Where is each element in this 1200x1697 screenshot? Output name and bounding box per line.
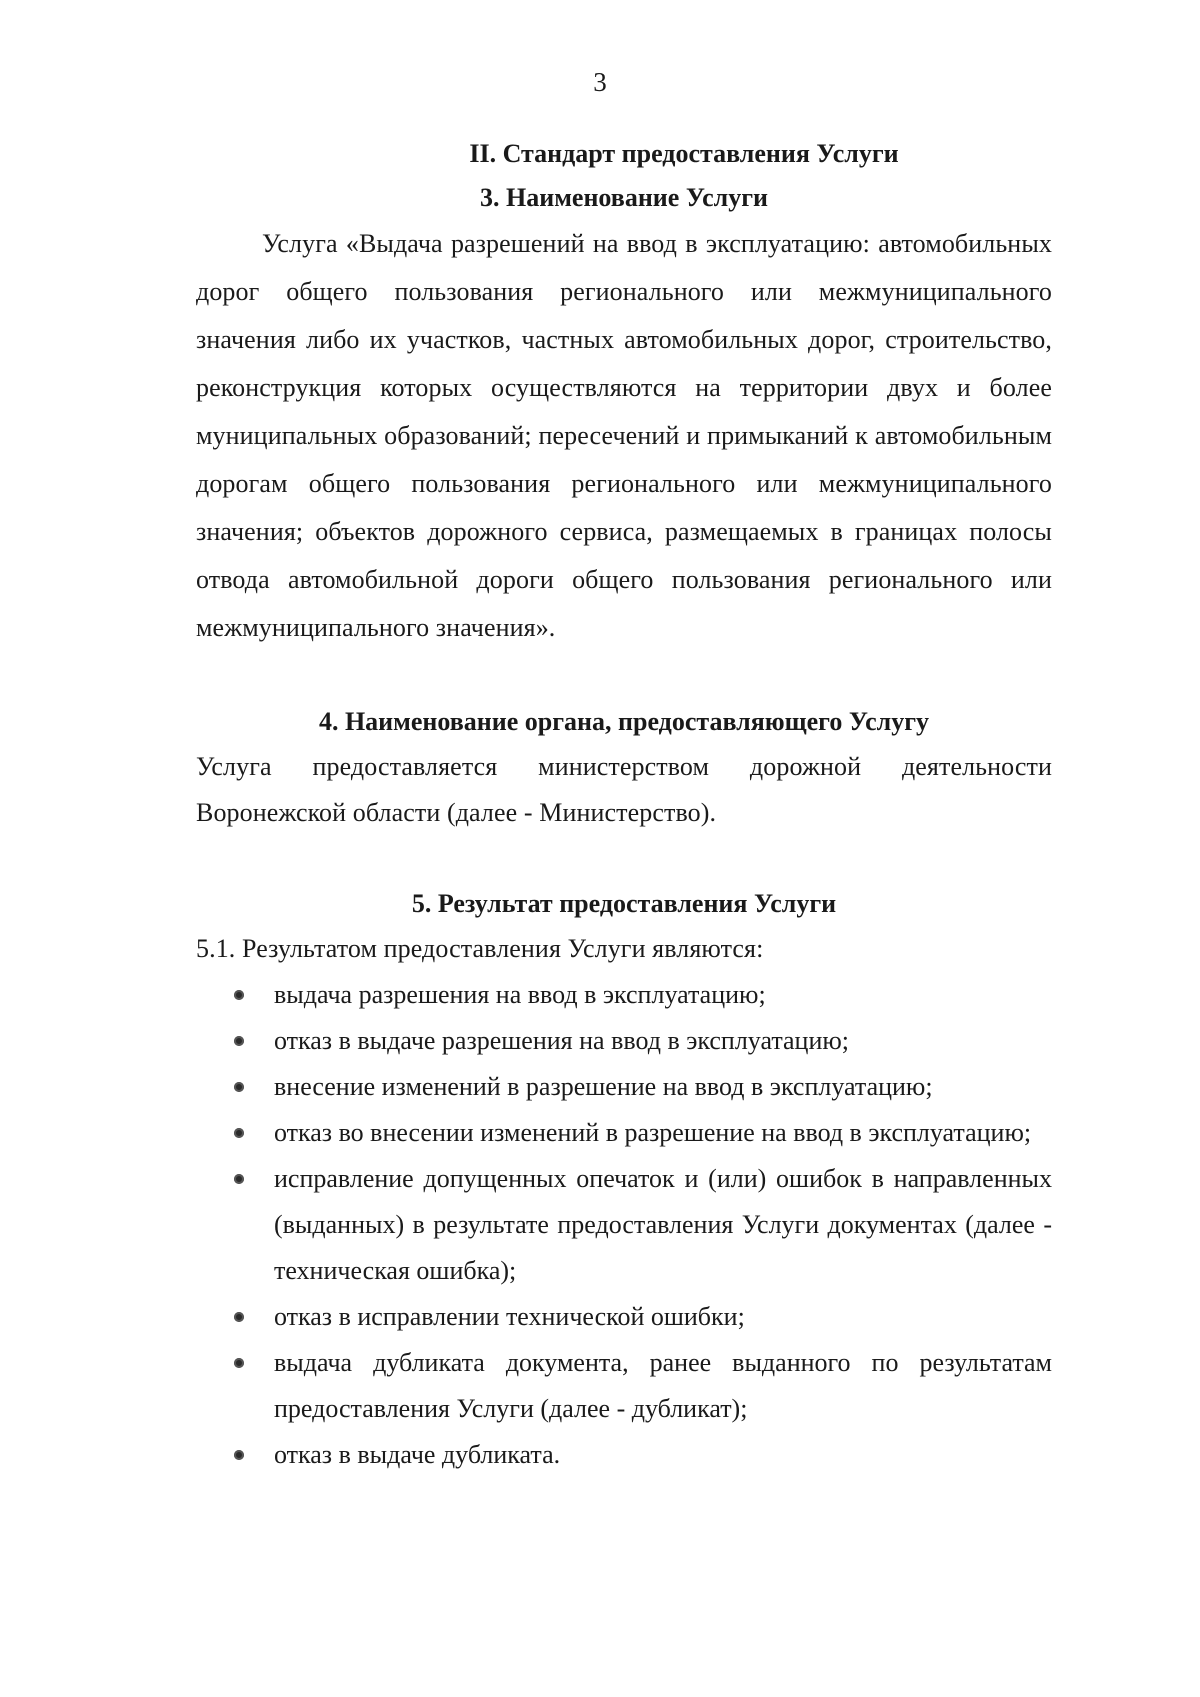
list-item-text: отказ во внесении изменений в разрешение на ввод в эксплуатацию; — [274, 1118, 1032, 1147]
list-item-text: выдача дубликата документа, ранее выданного по результатам предоставления Услуги (далее - дубликат); — [274, 1348, 1052, 1423]
section-title: II. Стандарт предоставления Услуги — [469, 139, 899, 168]
bullet-icon — [234, 1312, 244, 1322]
list-item-text: выдача разрешения на ввод в эксплуатацию; — [274, 980, 766, 1009]
list-item-text: отказ в исправлении технической ошибки; — [274, 1302, 745, 1331]
list-item-text: отказ в выдаче дубликата. — [274, 1440, 561, 1469]
list-item — [196, 972, 1052, 1018]
list-item — [196, 1110, 1052, 1156]
bullet-icon — [234, 1174, 244, 1184]
section-4-text: Услуга предоставляется министерством дорожной деятельности Воронежской области (далее - Министерство). — [196, 752, 1052, 827]
list-item — [196, 1018, 1052, 1064]
page-content — [196, 132, 1052, 1478]
section-4-title: 4. Наименование органа, предоставляющего Услугу — [318, 707, 930, 736]
section-5-title: 5. Результат предоставления Услуги — [411, 889, 837, 918]
list-item-text: внесение изменений в разрешение на ввод в эксплуатацию; — [274, 1072, 933, 1101]
bullet-icon — [234, 1036, 244, 1046]
section-3-title: 3. Наименование Услуги — [479, 183, 769, 212]
bullet-icon — [234, 1358, 244, 1368]
list-item — [196, 1340, 1052, 1432]
list-item-text: отказ в выдаче разрешения на ввод в эксплуатацию; — [274, 1026, 850, 1055]
list-item — [196, 1432, 1052, 1478]
bullet-icon — [234, 1450, 244, 1460]
result-list — [196, 972, 1052, 1478]
section-3-text: Услуга «Выдача разрешений на ввод в эксплуатацию: автомобильных дорог общего пользования регионального или межмуниципального значения либо их участков, частных автомобильных дорог, строительство, реконструкция которых осуществляются на территории двух и более муниципальных образований; пересечений и примыканий к автомобильным дорогам общего пользования регионального или межмуниципального значения; объектов дорожного сервиса, размещаемых в границах полосы отвода автомобильной дороги общего пользования регионального или межмуниципального значения». — [196, 229, 1052, 642]
list-item — [196, 1294, 1052, 1340]
section-5-intro: 5.1. Результатом предоставления Услуги являются: — [196, 934, 764, 963]
list-item — [196, 1156, 1052, 1294]
bullet-icon — [234, 990, 244, 1000]
page-number: 3 — [593, 67, 607, 97]
bullet-icon — [234, 1082, 244, 1092]
bullet-icon — [234, 1128, 244, 1138]
list-item — [196, 1064, 1052, 1110]
list-item-text: исправление допущенных опечаток и (или) ошибок в направленных (выданных) в результате предоставления Услуги документах (далее - техническая ошибка); — [274, 1164, 1052, 1285]
